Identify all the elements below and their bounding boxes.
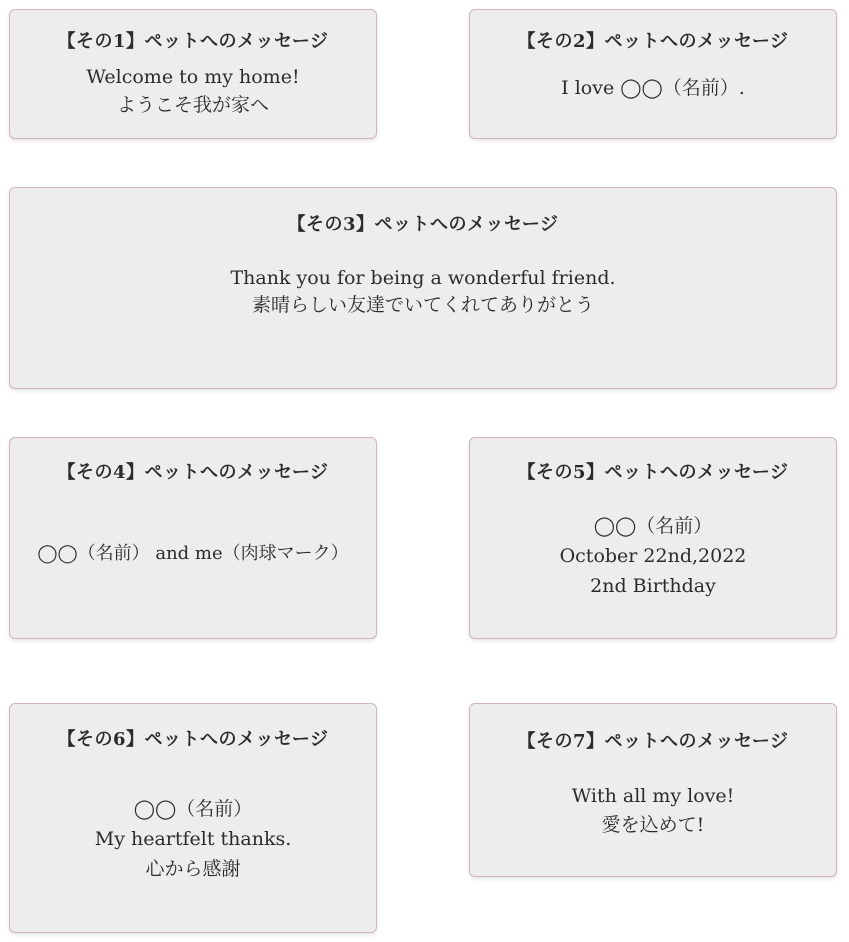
card-message: [10, 794, 376, 884]
message-line: 2nd Birthday: [590, 575, 716, 597]
message-line: 素晴らしい友達でいてくれてありがとう: [251, 294, 594, 316]
card-title: 【その4】ペットへのメッセージ: [57, 462, 329, 483]
card-message: [10, 265, 836, 319]
message-line: ◯◯（名前）: [593, 515, 713, 537]
card-title: 【その3】ペットへのメッセージ: [287, 214, 559, 235]
message-card-3: [9, 187, 837, 389]
card-title: 【その5】ペットへのメッセージ: [517, 462, 789, 483]
message-line: With all my love!: [571, 785, 735, 807]
message-line: ◯◯（名前）: [133, 798, 253, 820]
card-message: [470, 74, 836, 102]
card-message: [10, 63, 376, 119]
message-line: ようこそ我が家へ: [116, 94, 269, 116]
message-card-1: [9, 9, 377, 139]
card-message: [10, 540, 376, 568]
card-message: [470, 782, 836, 840]
message-card-6: [9, 703, 377, 933]
message-line: 愛を込めて!: [601, 814, 705, 836]
message-line: 心から感謝: [145, 858, 241, 880]
card-title: 【その2】ペットへのメッセージ: [517, 31, 789, 52]
message-line: ◯◯（名前） and me（肉球マーク）: [37, 543, 349, 564]
message-line: My heartfelt thanks.: [94, 828, 292, 850]
message-card-4: [9, 437, 377, 639]
message-line: October 22nd,2022: [559, 545, 747, 567]
card-message: [470, 511, 836, 601]
message-line: Thank you for being a wonderful friend.: [230, 267, 616, 289]
message-line: Welcome to my home!: [86, 66, 300, 88]
message-card-2: [469, 9, 837, 139]
message-line: I love ◯◯（名前）.: [561, 77, 745, 99]
card-title: 【その1】ペットへのメッセージ: [57, 31, 329, 52]
card-title: 【その6】ペットへのメッセージ: [57, 729, 329, 750]
card-title: 【その7】ペットへのメッセージ: [517, 731, 789, 752]
message-card-5: [469, 437, 837, 639]
message-card-7: [469, 703, 837, 877]
